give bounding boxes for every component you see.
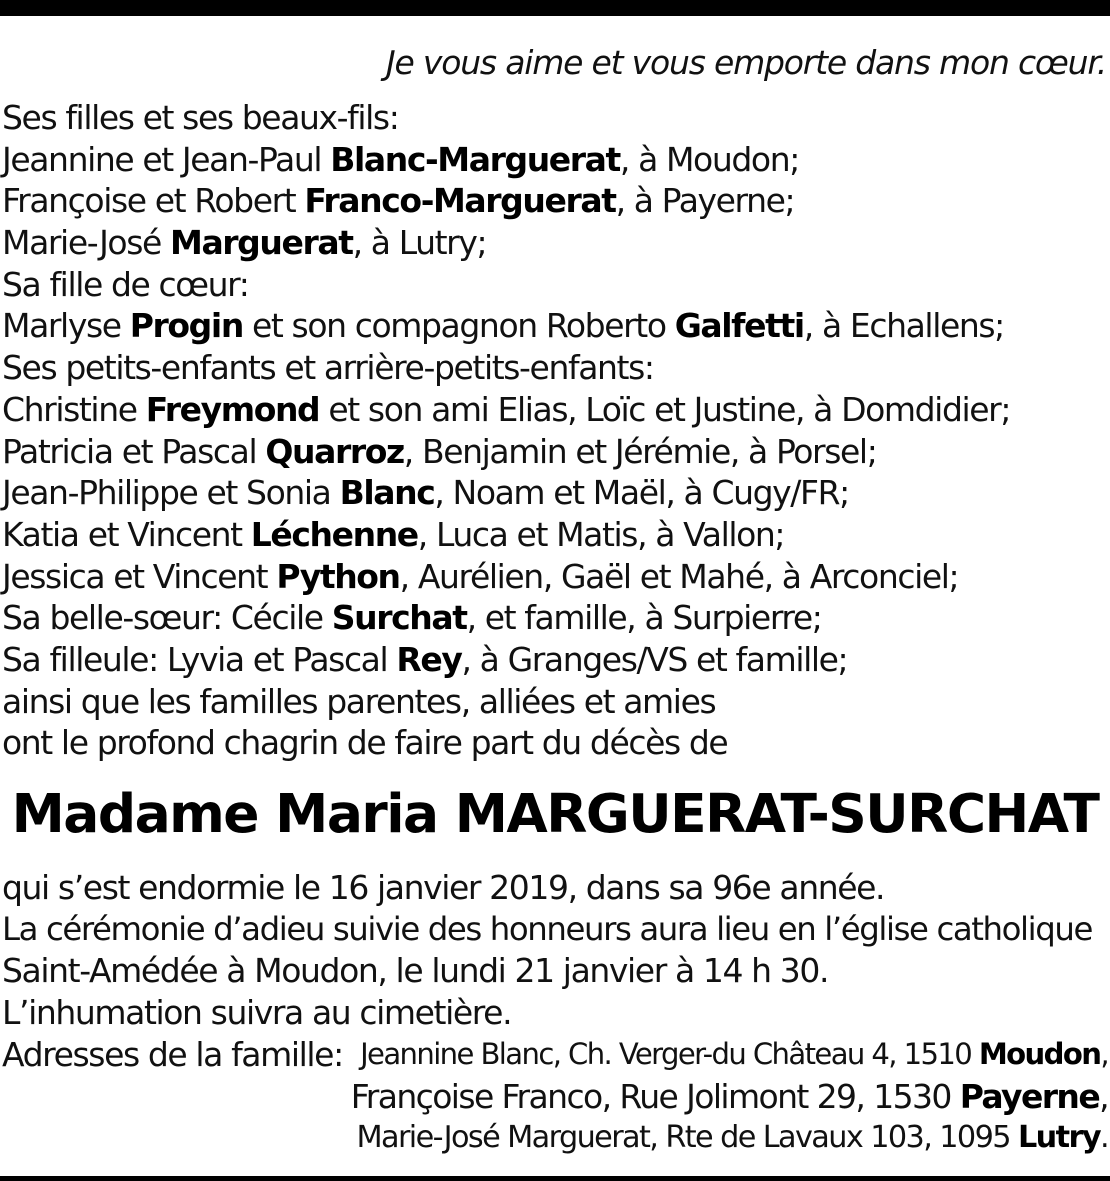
family-line	[2, 180, 1108, 222]
detail-line: Saint-Amédée à Moudon, le lundi 21 janvier à 14 h 30.	[2, 951, 829, 991]
deceased-name: Madame Maria MARGUERAT-SURCHAT	[11, 782, 1099, 845]
family-text: , Luca et Matis, à Vallon;	[417, 514, 785, 554]
family-text: Jeannine et Jean-Paul	[2, 139, 331, 179]
bottom-rule	[0, 1176, 1110, 1181]
family-surname: Léchenne	[250, 514, 418, 554]
family-text: Ses petits-enfants et arrière-petits-enfants:	[2, 348, 654, 388]
family-text: Marie-José	[2, 223, 170, 263]
address-punct: ,	[1099, 1076, 1108, 1116]
family-line	[2, 514, 1108, 556]
family-text: Sa fille de cœur:	[2, 264, 249, 304]
address-text: Marie-José Marguerat, Rte de Lavaux 103, 1095	[356, 1120, 1018, 1156]
family-line	[2, 222, 1108, 264]
family-line	[2, 639, 1108, 681]
address-text: Jeannine Blanc, Ch. Verger-du Château 4, 1510	[360, 1037, 979, 1071]
family-surname: Quarroz	[265, 431, 404, 471]
address-text: Françoise Franco, Rue Jolimont 29, 1530	[350, 1076, 960, 1116]
family-text: , et famille, à Surpierre;	[466, 598, 822, 638]
family-surname: Blanc	[339, 473, 435, 513]
family-text: ont le profond chagrin de faire part du décès de	[2, 723, 728, 763]
detail-line: La cérémonie d’adieu suivie des honneurs aura lieu en l’église catholique	[2, 909, 1092, 948]
family-line	[2, 389, 1108, 431]
family-surname: Blanc-Marguerat	[330, 139, 620, 179]
family-line	[2, 431, 1108, 473]
family-text: et son ami Elias, Loïc et Justine, à Domdidier;	[319, 389, 1011, 429]
family-text: Marlyse	[2, 306, 130, 346]
family-surname: Marguerat	[170, 223, 353, 263]
family-surname: Franco-Marguerat	[304, 181, 616, 221]
detail-line: qui s’est endormie le 16 janvier 2019, dans sa 96e année.	[2, 868, 885, 907]
family-line	[2, 264, 1108, 306]
family-surname: Rey	[396, 639, 462, 679]
family-text: Sa belle-sœur: Cécile	[2, 598, 332, 638]
address-city: Moudon	[978, 1037, 1101, 1071]
detail-line: L’inhumation suivra au cimetière.	[2, 993, 512, 1033]
family-text: Patricia et Pascal	[2, 431, 266, 471]
family-line	[2, 472, 1108, 514]
family-text: Jessica et Vincent	[2, 556, 277, 596]
family-line	[2, 556, 1108, 598]
family-line	[2, 347, 1108, 389]
family-line	[2, 305, 1108, 347]
family-text: Katia et Vincent	[2, 514, 251, 554]
family-line	[2, 139, 1108, 181]
family-surname: Surchat	[331, 598, 467, 638]
address-line	[340, 1076, 1108, 1118]
family-surname: Galfetti	[674, 306, 804, 346]
family-text: , Noam et Maël, à Cugy/FR;	[434, 473, 849, 513]
family-text: et son compagnon Roberto	[242, 306, 675, 346]
addresses-label: Adresses de la famille:	[2, 1035, 343, 1074]
family-surname: Freymond	[145, 389, 320, 429]
address-city: Lutry	[1017, 1120, 1100, 1156]
family-text: Jean-Philippe et Sonia	[2, 473, 340, 513]
family-line	[2, 681, 1108, 723]
family-surname: Python	[276, 556, 400, 596]
family-surname: Progin	[129, 306, 243, 346]
family-text: , Aurélien, Gaël et Mahé, à Arconciel;	[399, 556, 959, 596]
address-punct: .	[1099, 1120, 1108, 1156]
address-list	[340, 1034, 1108, 1159]
address-line	[340, 1117, 1108, 1159]
family-text: , Benjamin et Jérémie, à Porsel;	[403, 431, 877, 471]
family-text: , à Lutry;	[352, 223, 487, 263]
address-line	[340, 1034, 1108, 1076]
address-punct: ,	[1100, 1037, 1108, 1071]
family-text: Françoise et Robert	[2, 181, 305, 221]
family-text: ainsi que les familles parentes, alliées et amies	[2, 681, 716, 721]
epigraph: Je vous aime et vous emporte dans mon cœur.	[385, 43, 1106, 82]
family-text: , à Payerne;	[615, 181, 795, 221]
top-rule	[0, 0, 1110, 16]
family-text: Sa filleule: Lyvia et Pascal	[2, 639, 397, 679]
ceremony-details	[2, 867, 1108, 1034]
address-city: Payerne	[959, 1076, 1100, 1116]
family-text: Christine	[2, 389, 146, 429]
family-text: Ses filles et ses beaux-fils:	[2, 98, 399, 137]
family-list	[2, 97, 1108, 764]
family-line	[2, 97, 1108, 139]
family-text: , à Echallens;	[803, 306, 1004, 346]
family-line	[2, 597, 1108, 639]
family-text: , à Granges/VS et famille;	[461, 639, 848, 679]
family-text: , à Moudon;	[619, 139, 799, 179]
family-line	[2, 722, 1108, 764]
